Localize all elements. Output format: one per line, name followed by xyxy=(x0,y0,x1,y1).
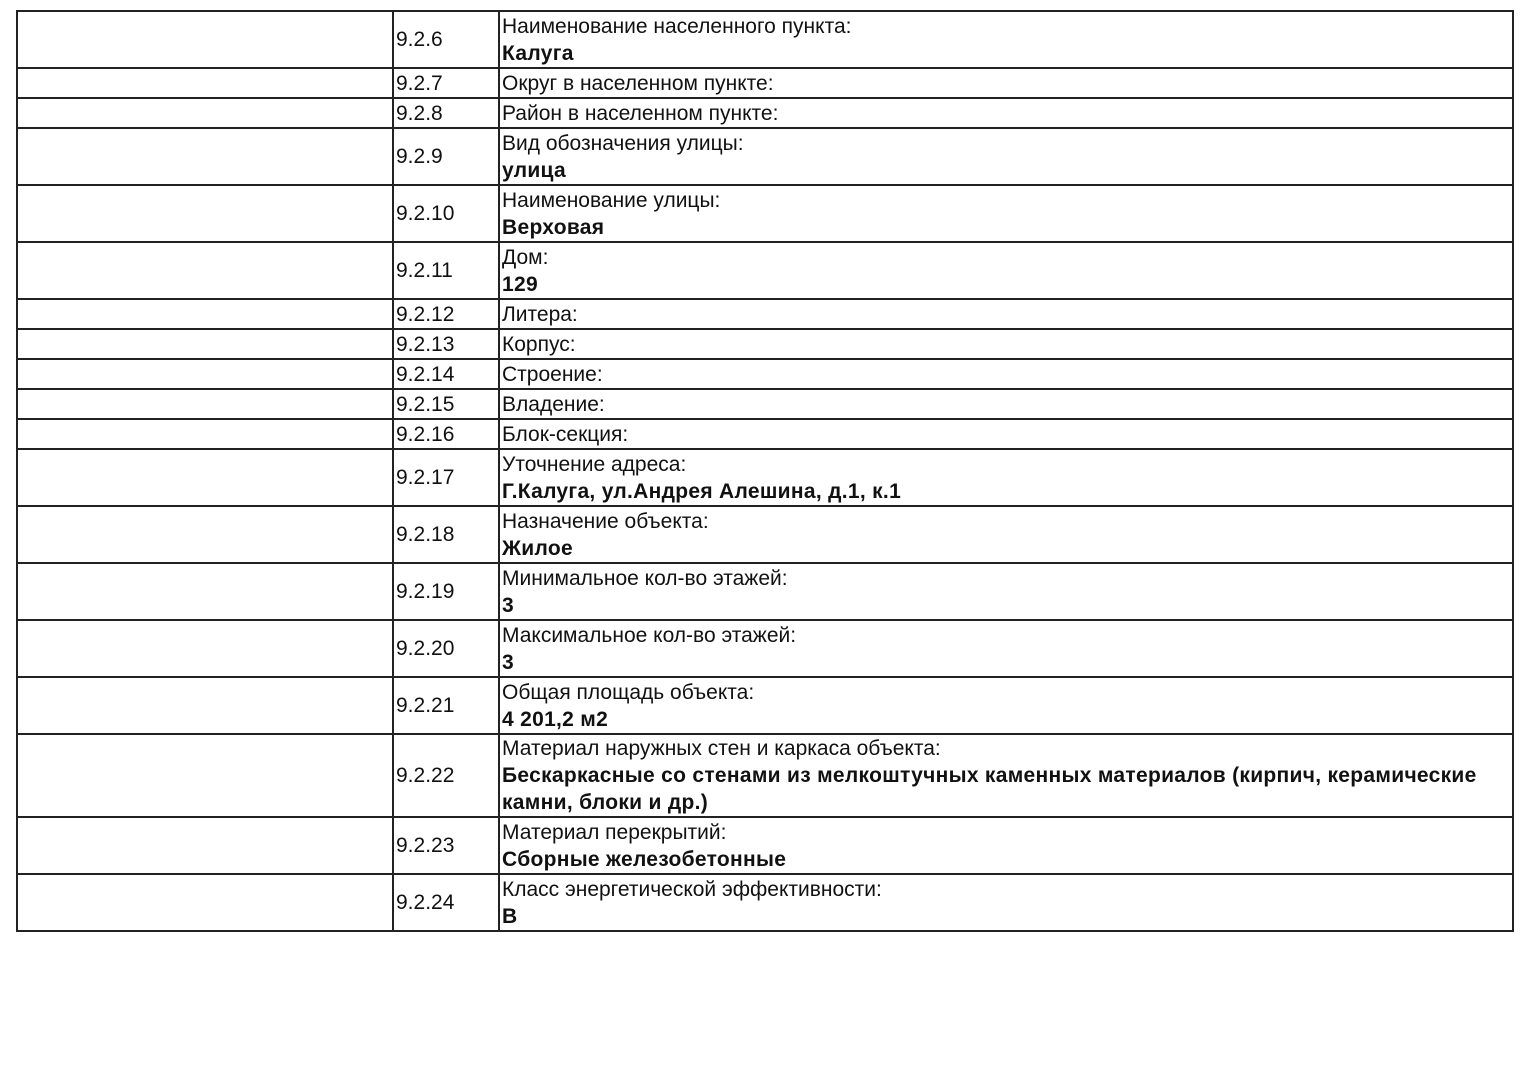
table-row xyxy=(17,11,1513,68)
empty-cell xyxy=(17,128,393,185)
table-row xyxy=(17,874,1513,931)
field-label: Минимальное кол-во этажей: xyxy=(502,566,788,590)
field-label: Наименование населенного пункта: xyxy=(502,14,852,38)
field-label: Район в населенном пункте: xyxy=(502,101,779,125)
empty-cell xyxy=(17,329,393,359)
row-content xyxy=(499,563,1513,620)
row-content xyxy=(499,449,1513,506)
table-row xyxy=(17,506,1513,563)
field-value: Жилое xyxy=(502,536,573,560)
empty-cell xyxy=(17,242,393,299)
field-value: Бескаркасные со стенами из мелкоштучных каменных материалов (кирпич, керамические камни, блоки и др.) xyxy=(502,764,1477,814)
field-label: Материал наружных стен и каркаса объекта: xyxy=(502,737,941,760)
row-content xyxy=(499,817,1513,874)
table-row xyxy=(17,299,1513,329)
row-content xyxy=(499,299,1513,329)
table-row xyxy=(17,620,1513,677)
table-row xyxy=(17,329,1513,359)
row-number: 9.2.11 xyxy=(393,242,499,299)
row-content xyxy=(499,734,1513,817)
empty-cell xyxy=(17,11,393,68)
field-value: 3 xyxy=(502,650,514,674)
empty-cell xyxy=(17,677,393,734)
row-number: 9.2.12 xyxy=(393,299,499,329)
table-body xyxy=(17,11,1513,931)
empty-cell xyxy=(17,419,393,449)
field-value: Сборные железобетонные xyxy=(502,847,787,871)
table-row xyxy=(17,68,1513,98)
row-content xyxy=(499,128,1513,185)
field-value: В xyxy=(502,904,518,928)
object-info-table xyxy=(16,10,1514,932)
table-row xyxy=(17,563,1513,620)
field-value: Г.Калуга, ул.Андрея Алешина, д.1, к.1 xyxy=(502,479,902,503)
field-label: Общая площадь объекта: xyxy=(502,680,755,704)
field-value: Верховая xyxy=(502,215,605,239)
empty-cell xyxy=(17,299,393,329)
field-label: Округ в населенном пункте: xyxy=(502,71,774,95)
field-value: улица xyxy=(502,158,566,182)
field-label: Максимальное кол-во этажей: xyxy=(502,623,797,647)
table-row xyxy=(17,98,1513,128)
field-label: Наименование улицы: xyxy=(502,188,721,212)
empty-cell xyxy=(17,506,393,563)
table-row xyxy=(17,419,1513,449)
row-content xyxy=(499,359,1513,389)
row-content xyxy=(499,242,1513,299)
table-row xyxy=(17,128,1513,185)
table-row xyxy=(17,449,1513,506)
field-label: Назначение объекта: xyxy=(502,509,709,533)
field-value: 129 xyxy=(502,272,538,296)
table-row xyxy=(17,389,1513,419)
row-content xyxy=(499,11,1513,68)
empty-cell xyxy=(17,874,393,931)
row-content xyxy=(499,874,1513,931)
row-number: 9.2.20 xyxy=(393,620,499,677)
field-label: Вид обозначения улицы: xyxy=(502,131,744,155)
row-number: 9.2.6 xyxy=(393,11,499,68)
row-number: 9.2.7 xyxy=(393,68,499,98)
field-label: Класс энергетической эффективности: xyxy=(502,877,882,901)
empty-cell xyxy=(17,98,393,128)
row-number: 9.2.18 xyxy=(393,506,499,563)
field-label: Литера: xyxy=(502,302,578,326)
empty-cell xyxy=(17,359,393,389)
field-label: Корпус: xyxy=(502,332,576,356)
row-content xyxy=(499,506,1513,563)
field-value: 3 xyxy=(502,593,514,617)
row-number: 9.2.10 xyxy=(393,185,499,242)
field-label: Дом: xyxy=(502,245,549,269)
empty-cell xyxy=(17,449,393,506)
table-row xyxy=(17,677,1513,734)
row-content xyxy=(499,620,1513,677)
row-number: 9.2.23 xyxy=(393,817,499,874)
table-row xyxy=(17,734,1513,817)
empty-cell xyxy=(17,68,393,98)
row-content xyxy=(499,389,1513,419)
row-number: 9.2.16 xyxy=(393,419,499,449)
row-number: 9.2.21 xyxy=(393,677,499,734)
field-label: Блок-секция: xyxy=(502,422,629,446)
field-label: Владение: xyxy=(502,392,605,416)
row-content xyxy=(499,419,1513,449)
table-row xyxy=(17,185,1513,242)
empty-cell xyxy=(17,185,393,242)
row-number: 9.2.9 xyxy=(393,128,499,185)
empty-cell xyxy=(17,389,393,419)
row-number: 9.2.8 xyxy=(393,98,499,128)
empty-cell xyxy=(17,734,393,817)
row-number: 9.2.17 xyxy=(393,449,499,506)
field-label: Уточнение адреса: xyxy=(502,452,687,476)
row-number: 9.2.15 xyxy=(393,389,499,419)
empty-cell xyxy=(17,620,393,677)
row-content xyxy=(499,185,1513,242)
field-value: 4 201,2 м2 xyxy=(502,707,609,731)
field-label: Материал перекрытий: xyxy=(502,820,727,844)
empty-cell xyxy=(17,817,393,874)
row-content xyxy=(499,98,1513,128)
field-value: Калуга xyxy=(502,41,574,65)
row-number: 9.2.14 xyxy=(393,359,499,389)
row-content xyxy=(499,68,1513,98)
row-content xyxy=(499,677,1513,734)
row-content xyxy=(499,329,1513,359)
row-number: 9.2.22 xyxy=(393,734,499,817)
table-row xyxy=(17,242,1513,299)
empty-cell xyxy=(17,563,393,620)
row-number: 9.2.13 xyxy=(393,329,499,359)
table-row xyxy=(17,359,1513,389)
row-number: 9.2.19 xyxy=(393,563,499,620)
field-label: Строение: xyxy=(502,362,603,386)
row-number: 9.2.24 xyxy=(393,874,499,931)
table-row xyxy=(17,817,1513,874)
